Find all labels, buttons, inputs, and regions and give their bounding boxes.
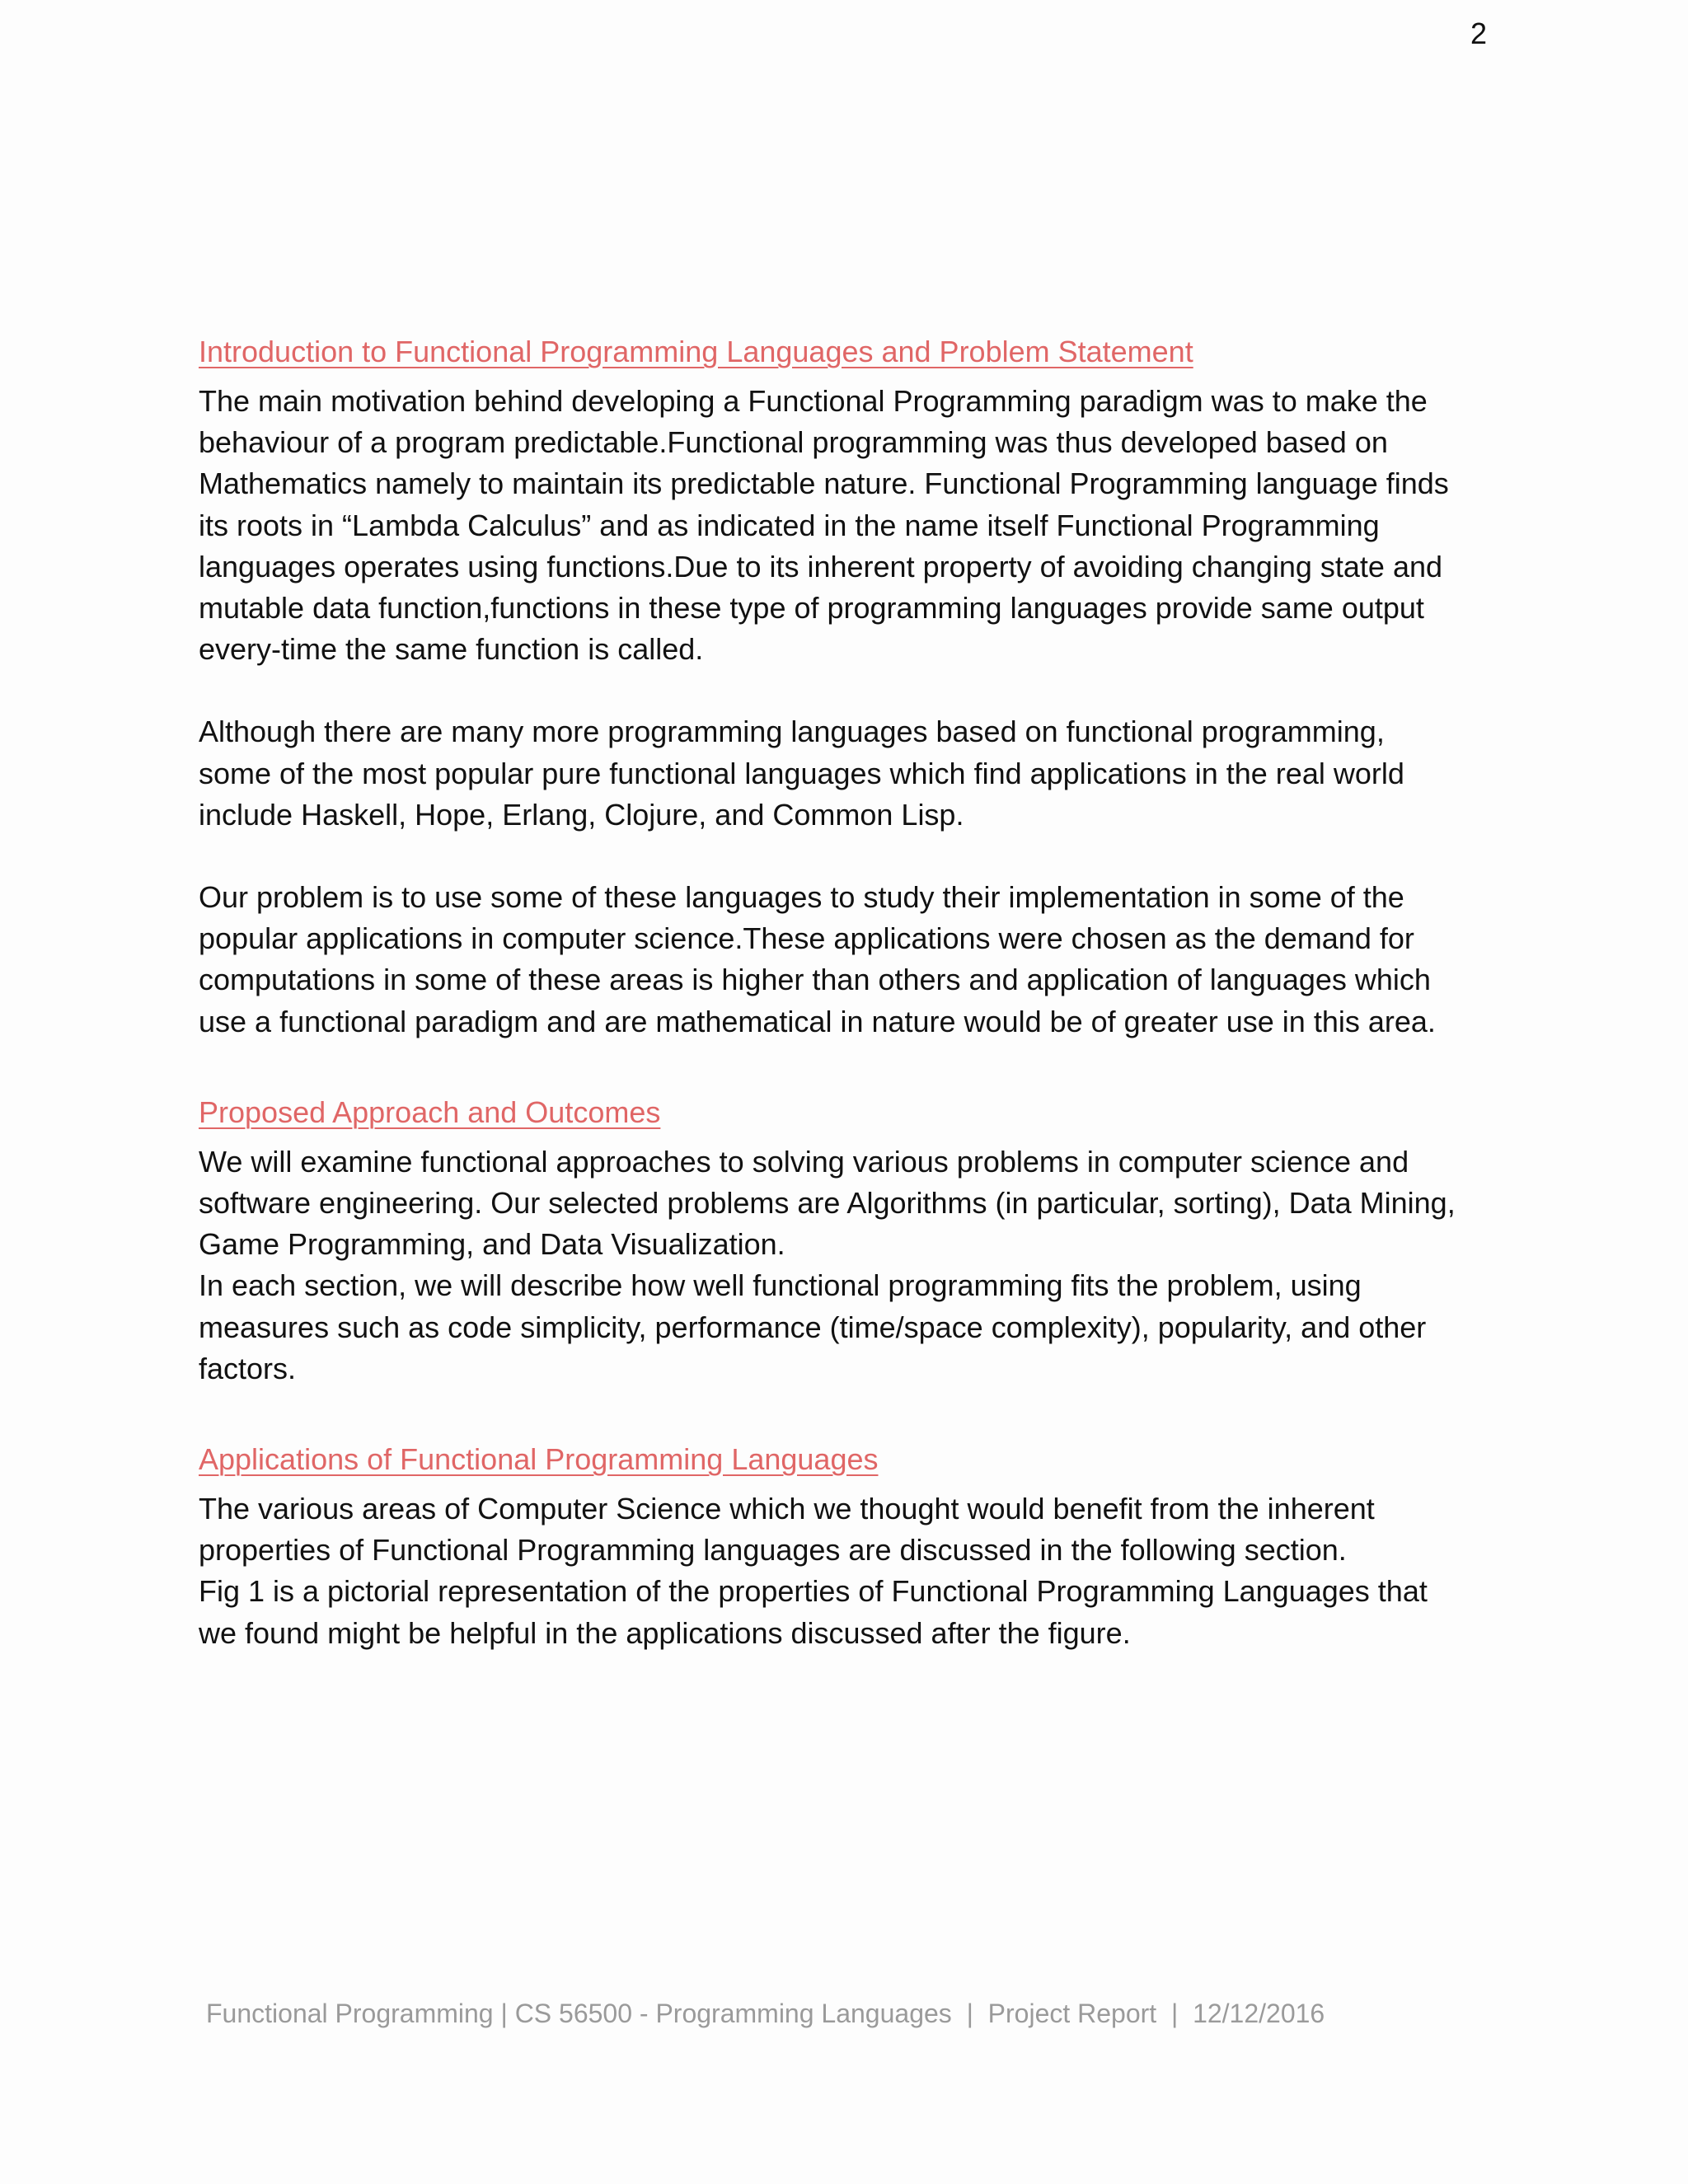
paragraph-approach: We will examine functional approaches to solving various problems in computer science and software engineering. Our selected problems are Algorithms (in particular, sorting), Data Mining, Game Programming, and Data Visualization. In each section, we will describe how well functional programming fits the problem, using measures such as code simplicity, performance (time/space complexity), popularity, and other factors. (199, 1144, 1456, 1385)
paragraph-applications: The various areas of Computer Science which we thought would benefit from the inherent properties of Functional Programming languages are discussed in the following section. Fig 1 is a pictorial representation of the properties of Functional Programming Languages that we found might be helpful in the applications discussed after the figure. (199, 1492, 1428, 1650)
paragraph-spacer (199, 670, 1501, 711)
section-heading-applications: Applications of Functional Programming Languages (199, 1442, 879, 1477)
section-heading-introduction: Introduction to Functional Programming Languages and Problem Statement (199, 335, 1193, 368)
document-body (199, 330, 1501, 1654)
page-footer: Functional Programming | CS 56500 - Programming Languages | Project Report | 12/12/2016 (206, 1999, 1325, 2028)
paragraph-motivation: The main motivation behind developing a Functional Programming paradigm was to make the behaviour of a program predictable.Functional programming was thus developed based on Mathematics namely to maintain its predictable nature. Functional Programming language finds its roots in “Lambda Calculus” and as indicated in the name itself Functional Programming languages operates using functions.Due to its inherent property of avoiding changing state and mutable data function,functions in these type of programming languages provide same output every-time the same function is called. (199, 384, 1449, 667)
section-spacer (199, 1043, 1501, 1090)
page-number: 2 (1470, 16, 1488, 50)
paragraph-problem: Our problem is to use some of these languages to study their implementation in some of the popular applications in computer science.These applications were chosen as the demand for computations in some of these areas is higher than others and application of languages which use a functional paradigm and are mathematical in nature would be of greater use in this area. (199, 880, 1436, 1038)
paragraph-spacer (199, 836, 1501, 877)
paragraph-languages: Although there are many more programming languages based on functional programming, some of the most popular pure functional languages which find applications in the real world include Haskell, Hope, Erlang, Clojure, and Common Lisp. (199, 715, 1404, 832)
section-spacer (199, 1390, 1501, 1437)
section-heading-proposed-approach: Proposed Approach and Outcomes (199, 1094, 661, 1129)
